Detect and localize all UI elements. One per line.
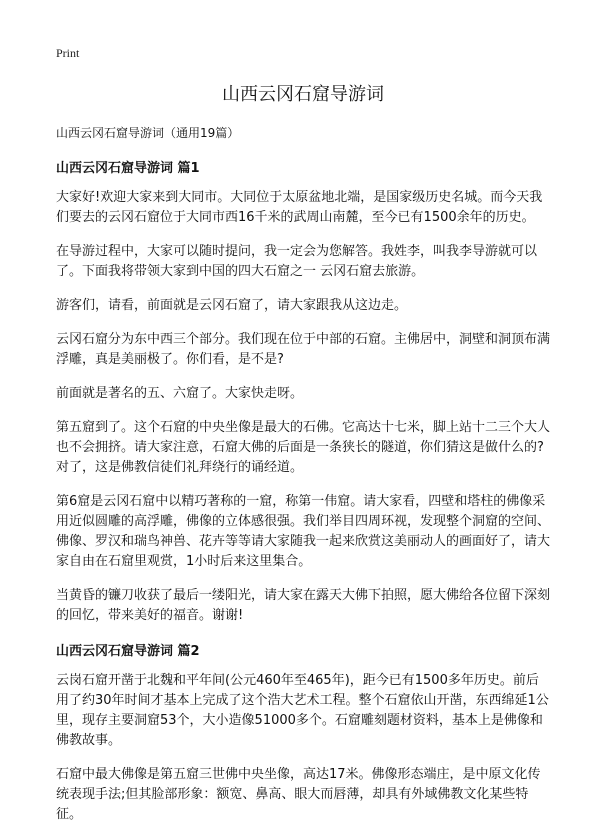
- paragraph: 游客们，请看，前面就是云冈石窟了，请大家跟我从这边走。: [56, 298, 408, 313]
- document-body: [56, 76, 550, 839]
- paragraph: 前面就是著名的五、六窟了。大家快走呀。: [56, 386, 304, 401]
- paragraph: 大家好!欢迎大家来到大同市。大同位于太原盆地北端，是国家级历史名城。而今天我们要去的云冈石窟位于大同市西16千米的武周山南麓，至今已有1500余年的历史。: [56, 190, 543, 225]
- paragraph: 当黄昏的镰刀收获了最后一缕阳光，请大家在露天大佛下拍照，愿大佛给各位留下深刻的回忆，带来美好的福音。谢谢!: [56, 588, 551, 623]
- page-title: 山西云冈石窟导游词: [222, 84, 384, 105]
- paragraph: 第五窟到了。这个石窟的中央坐像是最大的石佛。它高达十七米，脚上站十二三个大人也不会拥挤。请大家注意，石窟大佛的后面是一条狭长的隧道，你们猜这是做什么的?对了，这是佛教信徒们礼拜绕行的诵经道。: [56, 420, 551, 475]
- section-1: [56, 157, 550, 626]
- paragraph: 石窟中最大佛像是第五窟三世佛中央坐像，高达17米。佛像形态端庄，是中原文化传统表现手法;但其脸部形象：额宽、鼻高、眼大而唇薄，却具有外域佛教文化某些特征。: [56, 767, 541, 822]
- section-heading: 山西云冈石窟导游词 篇1: [56, 161, 200, 176]
- page-subtitle: 山西云冈石窟导游词（通用19篇）: [56, 126, 240, 140]
- paragraph: 云岗石窟开凿于北魏和平年间(公元460年至465年)，距今已有1500多年历史。前后用了约30年时间才基本上完成了这个浩大艺术工程。整个石窟依山开凿，东西绵延1公里，现存主要洞窟53个，大小造像51000多个。石窟雕刻题材资料，基本上是佛像和佛教故事。: [56, 673, 549, 748]
- section-heading: 山西云冈石窟导游词 篇2: [56, 644, 200, 659]
- section-2: [56, 640, 550, 825]
- paragraph: 云冈石窟分为东中西三个部分。我们现在位于中部的石窟。主佛居中，洞壁和洞顶布满浮雕，真是美丽极了。你们看，是不是?: [56, 332, 551, 367]
- paragraph: 在导游过程中，大家可以随时提问，我一定会为您解答。我姓李，叫我李导游就可以了。下面我将带领大家到中国的四大石窟之一 云冈石窟去旅游。: [56, 244, 538, 279]
- paragraph: 第6窟是云冈石窟中以精巧著称的一窟，称第一伟窟。请大家看，四壁和塔柱的佛像采用近似圆雕的高浮雕，佛像的立体感很强。我们举目四周环视，发现整个洞窟的空间、佛像、罗汉和瑞鸟神兽、花卉等等请大家随我一起来欣赏这美丽动人的画面好了，请大家自由在石窟里观赏，1小时后来这里集合。: [56, 494, 551, 569]
- print-link[interactable]: Print: [56, 46, 80, 60]
